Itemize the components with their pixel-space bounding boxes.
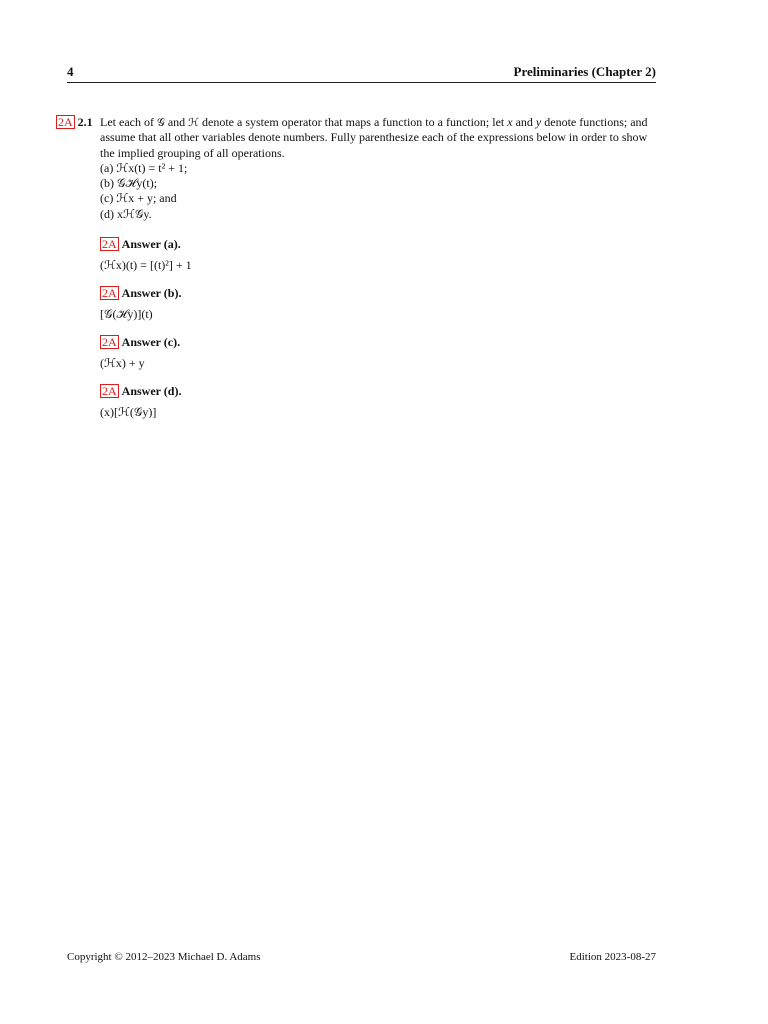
intro-text: and xyxy=(512,115,536,129)
intro-text: and xyxy=(164,115,189,129)
answer-expression: (x)[ℋ(𝒢y)] xyxy=(100,405,157,419)
answer-heading xyxy=(100,334,656,350)
answer-expression: (ℋx) + y xyxy=(100,356,145,370)
answer-c xyxy=(100,334,656,372)
problem-item-b xyxy=(100,176,656,191)
intro-text: Let each of xyxy=(100,115,157,129)
item-expression: ℋx + y; and xyxy=(116,191,177,206)
item-label: (b) xyxy=(100,176,114,191)
page-number: 4 xyxy=(67,64,74,79)
variable-x: x xyxy=(507,115,513,129)
answer-expression: (ℋx)(t) = [(t)²] + 1 xyxy=(100,258,192,272)
answer-a xyxy=(100,236,656,274)
problem-item-c xyxy=(100,191,656,206)
answer-heading xyxy=(100,285,656,301)
problem-tag[interactable]: 2A xyxy=(58,115,73,129)
answer-d xyxy=(100,383,656,421)
problem-heading xyxy=(56,115,93,130)
item-label: (a) xyxy=(100,160,114,175)
copyright-notice: Copyright © 2012–2023 Michael D. Adams xyxy=(67,951,261,963)
problem-item-d xyxy=(100,207,656,222)
answer-heading xyxy=(100,236,656,252)
item-expression: ℋx(t) = t² + 1; xyxy=(116,160,188,175)
answer-expression: [𝒢(ℋy)](t) xyxy=(100,307,153,321)
page-header xyxy=(67,62,656,83)
answer-b xyxy=(100,285,656,323)
answer-title: Answer (d). xyxy=(121,384,182,398)
answer-heading xyxy=(100,383,656,399)
answer-title: Answer (c). xyxy=(121,335,181,349)
chapter-title: Preliminaries (Chapter 2) xyxy=(513,64,656,79)
answer-tag[interactable]: 2A xyxy=(102,286,117,300)
answer-title: Answer (b). xyxy=(121,286,182,300)
problem-statement xyxy=(100,115,656,222)
item-label: (c) xyxy=(100,191,114,206)
problem-intro xyxy=(100,115,656,161)
answer-tag[interactable]: 2A xyxy=(102,384,117,398)
operator-h: ℋ xyxy=(188,116,200,129)
intro-text: denote functions; and assume that all other variables denote numbers. Fully parenthesize each of the expressions below in order to show the implied grouping of all operations. xyxy=(100,115,648,160)
operator-g: 𝒢 xyxy=(156,116,165,129)
problem-item-a xyxy=(100,161,656,176)
answer-title: Answer (a). xyxy=(121,237,181,251)
variable-y: y xyxy=(535,115,542,129)
problem-2-1 xyxy=(56,115,656,222)
answers-section xyxy=(100,236,656,432)
item-expression: xℋ𝒢y. xyxy=(117,206,152,221)
item-expression: 𝒢ℋy(t); xyxy=(117,176,158,191)
answer-tag[interactable]: 2A xyxy=(102,237,117,251)
intro-text: denote a system operator that maps a function to a function; let xyxy=(199,115,508,129)
edition-label: Edition 2023-08-27 xyxy=(569,951,656,963)
answer-tag[interactable]: 2A xyxy=(102,335,117,349)
item-label: (d) xyxy=(100,206,114,221)
problem-number: 2.1 xyxy=(77,115,93,129)
